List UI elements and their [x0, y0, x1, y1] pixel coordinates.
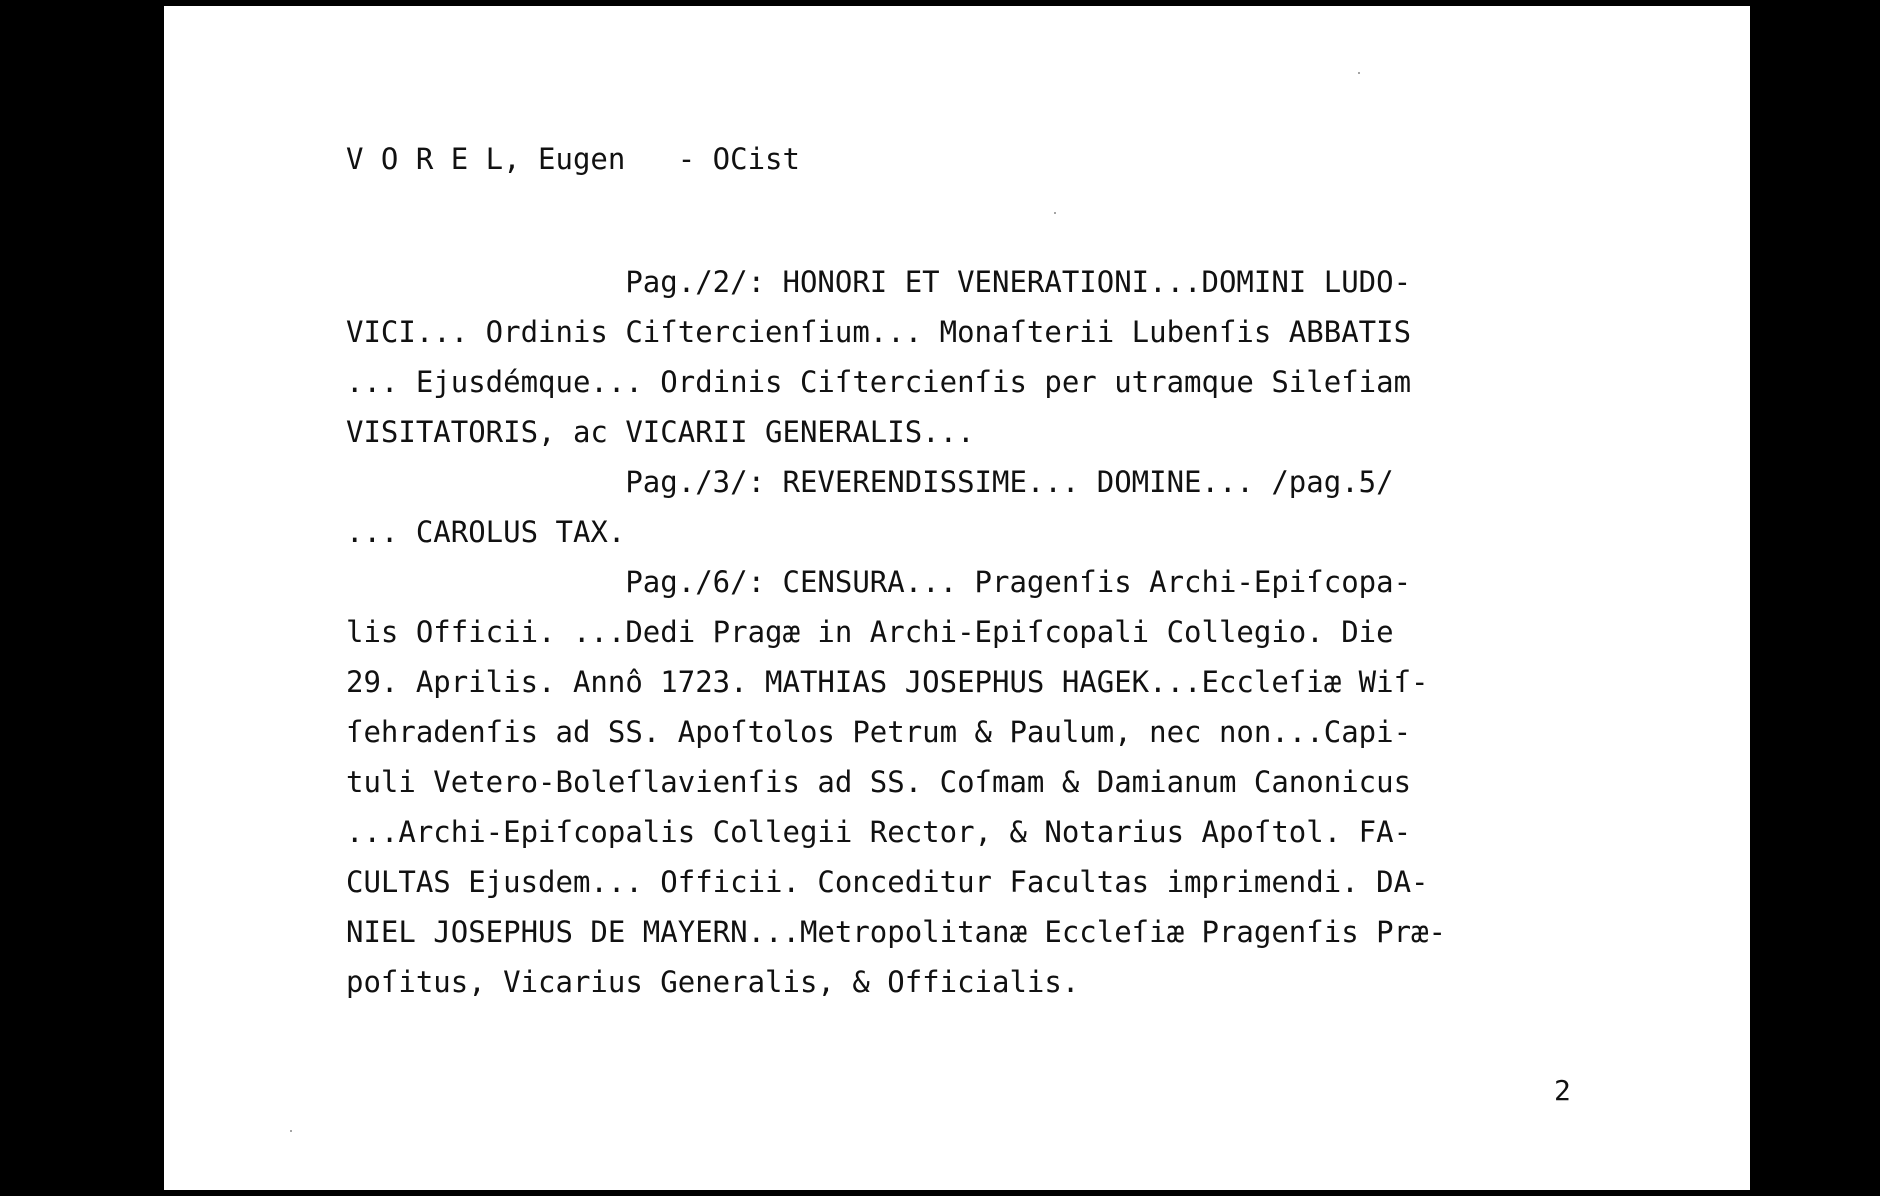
text-line-9: 29. Aprilis. Annô 1723. MATHIAS JOSEPHUS HAGEK...Eccleſiæ Wiſ- [346, 665, 1429, 699]
dust-speck [1054, 212, 1056, 214]
text-line-8: lis Officii. ...Dedi Pragæ in Archi-Epiſcopali Collegio. Die [346, 615, 1394, 649]
text-line-10: ſehradenſis ad SS. Apoſtolos Petrum & Paulum, nec non...Capi- [346, 715, 1412, 749]
text-line-3: ... Ejusdémque... Ordinis Ciſtercienſis per utramque Sileſiam [346, 365, 1412, 399]
text-line-14: NIEL JOSEPHUS DE MAYERN...Metropolitanæ Eccleſiæ Pragenſis Præ- [346, 915, 1446, 949]
text-line-6: ... CAROLUS TAX. [346, 515, 626, 549]
page-number: 2 [1554, 1074, 1571, 1107]
text-line-4: VISITATORIS, ac VICARII GENERALIS... [346, 415, 975, 449]
text-line-13: CULTAS Ejusdem... Officii. Conceditur Facultas imprimendi. DA- [346, 865, 1429, 899]
text-line-7: Pag./6/: CENSURA... Pragenſis Archi-Epiſcopa- [346, 565, 1412, 599]
index-card [164, 6, 1750, 1190]
text-line-2: VICI... Ordinis Ciſtercienſium... Monaſterii Lubenſis ABBATIS [346, 315, 1412, 349]
text-line-12: ...Archi-Epiſcopalis Collegii Rector, & Notarius Apoſtol. FA- [346, 815, 1412, 849]
text-line-15: poſitus, Vicarius Generalis, & Officialis. [346, 965, 1080, 999]
card-heading: V O R E L, Eugen - OCist [346, 142, 800, 176]
text-line-1: Pag./2/: HONORI ET VENERATIONI...DOMINI LUDO- [346, 265, 1412, 299]
text-line-5: Pag./3/: REVERENDISSIME... DOMINE... /pag.5/ [346, 465, 1394, 499]
dust-speck [290, 1130, 292, 1132]
dust-speck [1358, 72, 1360, 74]
text-line-11: tuli Vetero-Boleſlavienſis ad SS. Coſmam & Damianum Canonicus [346, 765, 1412, 799]
